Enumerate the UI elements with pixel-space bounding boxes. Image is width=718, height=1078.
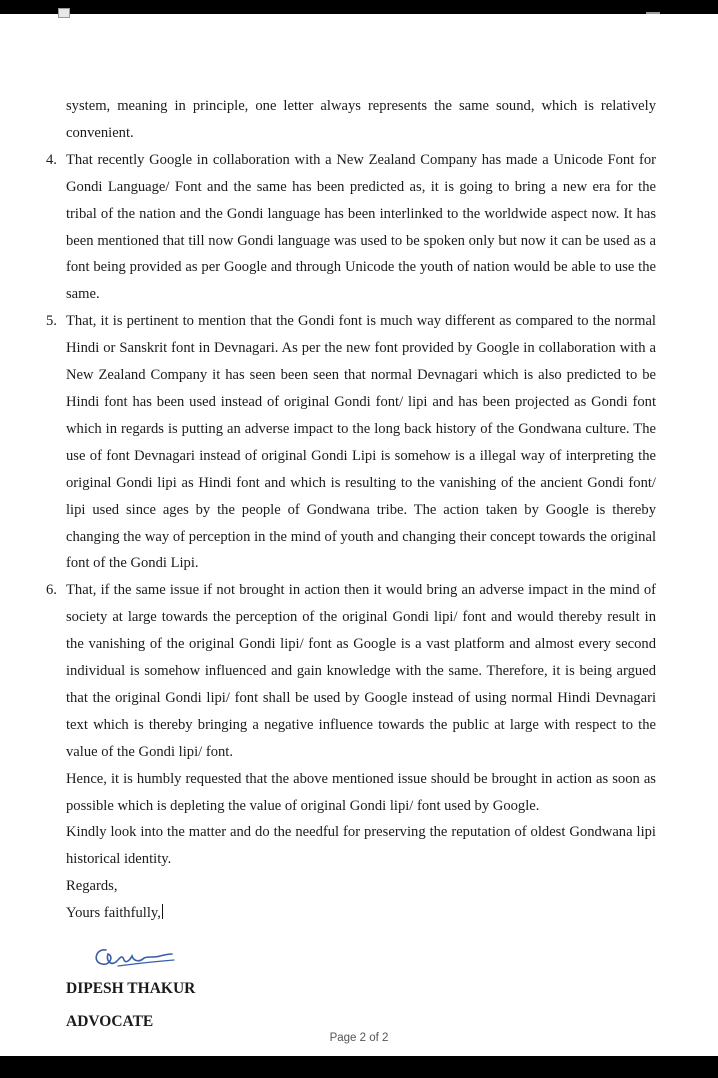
regards-line: Regards, <box>66 878 118 895</box>
request-paragraph: Hence, it is humbly requested that the above mentioned issue should be brought in action as soon as possible which is depleting the value of original Gondi lipi/ font used by Google. <box>66 770 656 814</box>
document-icon <box>58 8 70 18</box>
list-number: 4. <box>46 151 57 168</box>
signatory-title: ADVOCATE <box>66 1013 154 1030</box>
list-item-text: That, if the same issue if not brought in action then it would bring an adverse impact in the mind of society at large towards the perception of the original Gondi lipi/ font and would thereby result in the vanishing of the original Gondi lipi/ font as Google is a vast platform and almost every second individual is somehow influenced and gain knowledge with the same. Therefore, it is being argued that the original Gondi lipi/ font shall be used by Google instead of using normal Hindi Devnagari text which is thereby bringing a negative influence towards the public at large with respect to the value of the Gondi lipi/ font. <box>66 582 656 760</box>
top-status-bar <box>0 0 718 14</box>
continuation-paragraph: system, meaning in principle, one letter always represents the same sound, which is relatively convenient. <box>66 98 656 141</box>
list-number: 5. <box>46 313 57 330</box>
page-number-footer: Page 2 of 2 <box>329 1032 389 1044</box>
list-item-5 <box>44 308 656 577</box>
kindly-paragraph: Kindly look into the matter and do the needful for preserving the reputation of oldest Gondwana lipi historical identity. <box>66 824 656 868</box>
signatory-name: DIPESH THAKUR <box>66 980 196 997</box>
bottom-bar <box>0 1056 718 1078</box>
list-item-6 <box>44 577 656 765</box>
corner-marker <box>646 12 660 14</box>
document-body <box>44 93 656 927</box>
list-number: 6. <box>46 582 57 599</box>
signatory-block <box>66 972 195 1038</box>
yours-faithfully-line: Yours faithfully, <box>66 905 161 922</box>
list-item-text: That recently Google in collaboration with a New Zealand Company has made a Unicode Font for Gondi Language/ Font and the same has been predicted as, it is going to bring a new era for the tribal of the nation and the Gondi language has been interlinked to the worldwide aspect now. It has been mentioned that till now Gondi language was used to be spoken only but now it can be used as a font being provided as per Google and through Unicode the youth of nation would be able to use the same. <box>66 151 656 303</box>
handwritten-signature <box>88 940 178 974</box>
list-item-4 <box>44 147 656 308</box>
text-cursor <box>162 904 163 919</box>
list-item-text: That, it is pertinent to mention that the Gondi font is much way different as compared to the normal Hindi or Sanskrit font in Devnagari. As per the new font provided by Google in collaboration with a New Zealand Company it has seen been seen that normal Devnagari which is also predicted to be Hindi font has been used instead of original Gondi font/ lipi and has been projected as Gondi font which in regards is putting an adverse impact to the long back history of the Gondwana culture. The use of font Devnagari instead of original Gondi Lipi is somehow is a illegal way of interpreting the original Gondi lipi as Hindi font and which is resulting to the vanishing of the ancient Gondi font/ lipi used since ages by the people of Gondwana tribe. The action taken by Google is thereby changing the way of perception in the mind of youth and changing their concept towards the original font of the Gondi Lipi. <box>66 313 656 572</box>
